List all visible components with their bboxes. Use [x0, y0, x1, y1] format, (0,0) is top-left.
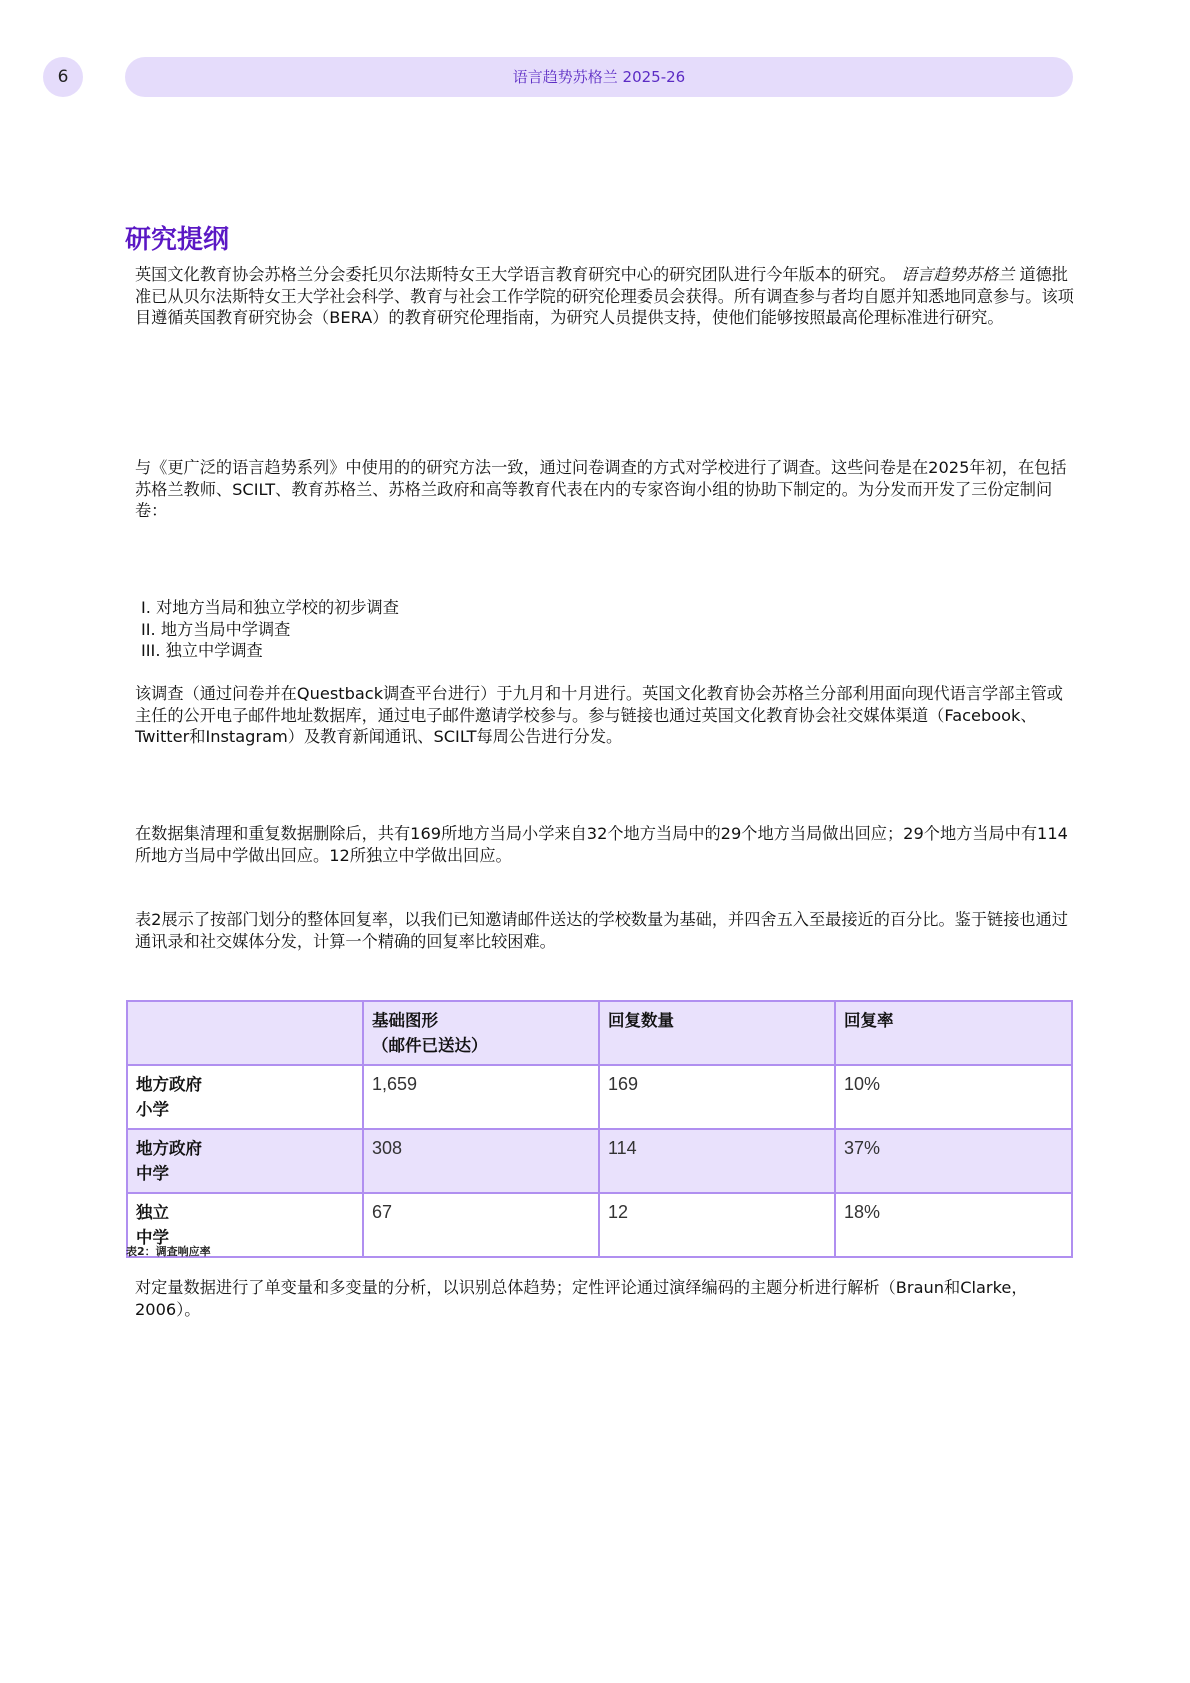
row-label: 地方政府 小学: [127, 1065, 363, 1129]
table-header-rate: 回复率: [835, 1001, 1072, 1065]
paragraph-responses: 在数据集清理和重复数据删除后，共有169所地方当局小学来自32个地方当局中的29个地方当局做出回应；29个地方当局中有114所地方当局中学做出回应。12所独立中学做出回应。: [135, 824, 1068, 865]
paragraph-methodology: 与《更广泛的语言趋势系列》中使用的的研究方法一致，通过问卷调查的方式对学校进行了调查。这些问卷是在2025年初，在包括苏格兰教师、SCILT、教育苏格兰、苏格兰政府和高等教育代表在内的专家咨询小组的协助下制定的。为分发而开发了三份定制问卷：: [135, 458, 1067, 521]
paragraph-analysis: 对定量数据进行了单变量和多变量的分析，以识别总体趋势；定性评论通过演绎编码的主题分析进行解析（Braun和Clarke，2006）。: [135, 1278, 1028, 1319]
header-title: 语言趋势苏格兰 2025-26: [512, 68, 686, 86]
intro-text-before: 英国文化教育协会苏格兰分会委托贝尔法斯特女王大学语言教育研究中心的研究团队进行今年版本的研究。: [135, 265, 896, 284]
response-rate-table: [126, 1000, 1073, 1258]
questionnaire-list: [141, 597, 399, 662]
intro-text-after: 道德批准已从贝尔法斯特女王大学社会科学、教育与社会工作学院的研究伦理委员会获得。所有调查参与者均自愿并知悉地同意参与。该项目遵循英国教育研究协会（BERA）的教育研究伦理指南，为研究人员提供支持，使他们能够按照最高伦理标准进行研究。: [135, 265, 1074, 328]
list-item: I. 对地方当局和独立学校的初步调查: [141, 598, 399, 617]
paragraph-survey-distribution: 该调查（通过问卷并在Questback调查平台进行）于九月和十月进行。英国文化教育协会苏格兰分部利用面向现代语言学部主管或主任的公开电子邮件地址数据库，通过电子邮件邀请学校参与。参与链接也通过英国文化教育协会社交媒体渠道（Facebook、Twitter和Instagram）及教育新闻通讯、SCILT每周公告进行分发。: [135, 684, 1063, 747]
table-header-base: 基础图形 （邮件已送达）: [363, 1001, 599, 1065]
cell-responses: 169: [599, 1065, 835, 1129]
cell-responses: 12: [599, 1193, 835, 1257]
table-row: [127, 1129, 1072, 1193]
cell-base: 67: [363, 1193, 599, 1257]
cell-rate: 10%: [835, 1065, 1072, 1129]
cell-rate: 37%: [835, 1129, 1072, 1193]
list-item: II. 地方当局中学调查: [141, 619, 291, 639]
cell-rate: 18%: [835, 1193, 1072, 1257]
table-row: [127, 1065, 1072, 1129]
page-number: 6: [43, 57, 83, 97]
table-row: [127, 1193, 1072, 1257]
row-label: 地方政府 中学: [127, 1129, 363, 1193]
paragraph-response-rate: 表2展示了按部门划分的整体回复率，以我们已知邀请邮件送达的学校数量为基础，并四舍五入至最接近的百分比。鉴于链接也通过通讯录和社交媒体分发，计算一个精确的回复率比较困难。: [135, 910, 1068, 951]
table-header-responses: 回复数量: [599, 1001, 835, 1065]
section-title: 研究提纲: [125, 225, 230, 255]
header-bar: [125, 57, 1073, 97]
intro-italic-title: 语言趋势苏格兰: [900, 265, 1015, 284]
paragraph-intro: [135, 264, 1075, 329]
table-header-row: [127, 1001, 1072, 1065]
table-caption: 表2：调查响应率: [126, 1245, 211, 1258]
cell-responses: 114: [599, 1129, 835, 1193]
cell-base: 308: [363, 1129, 599, 1193]
cell-base: 1,659: [363, 1065, 599, 1129]
row-label: 独立 中学: [127, 1193, 363, 1257]
list-item: III. 独立中学调查: [141, 641, 263, 661]
table-header-empty: [127, 1001, 363, 1065]
